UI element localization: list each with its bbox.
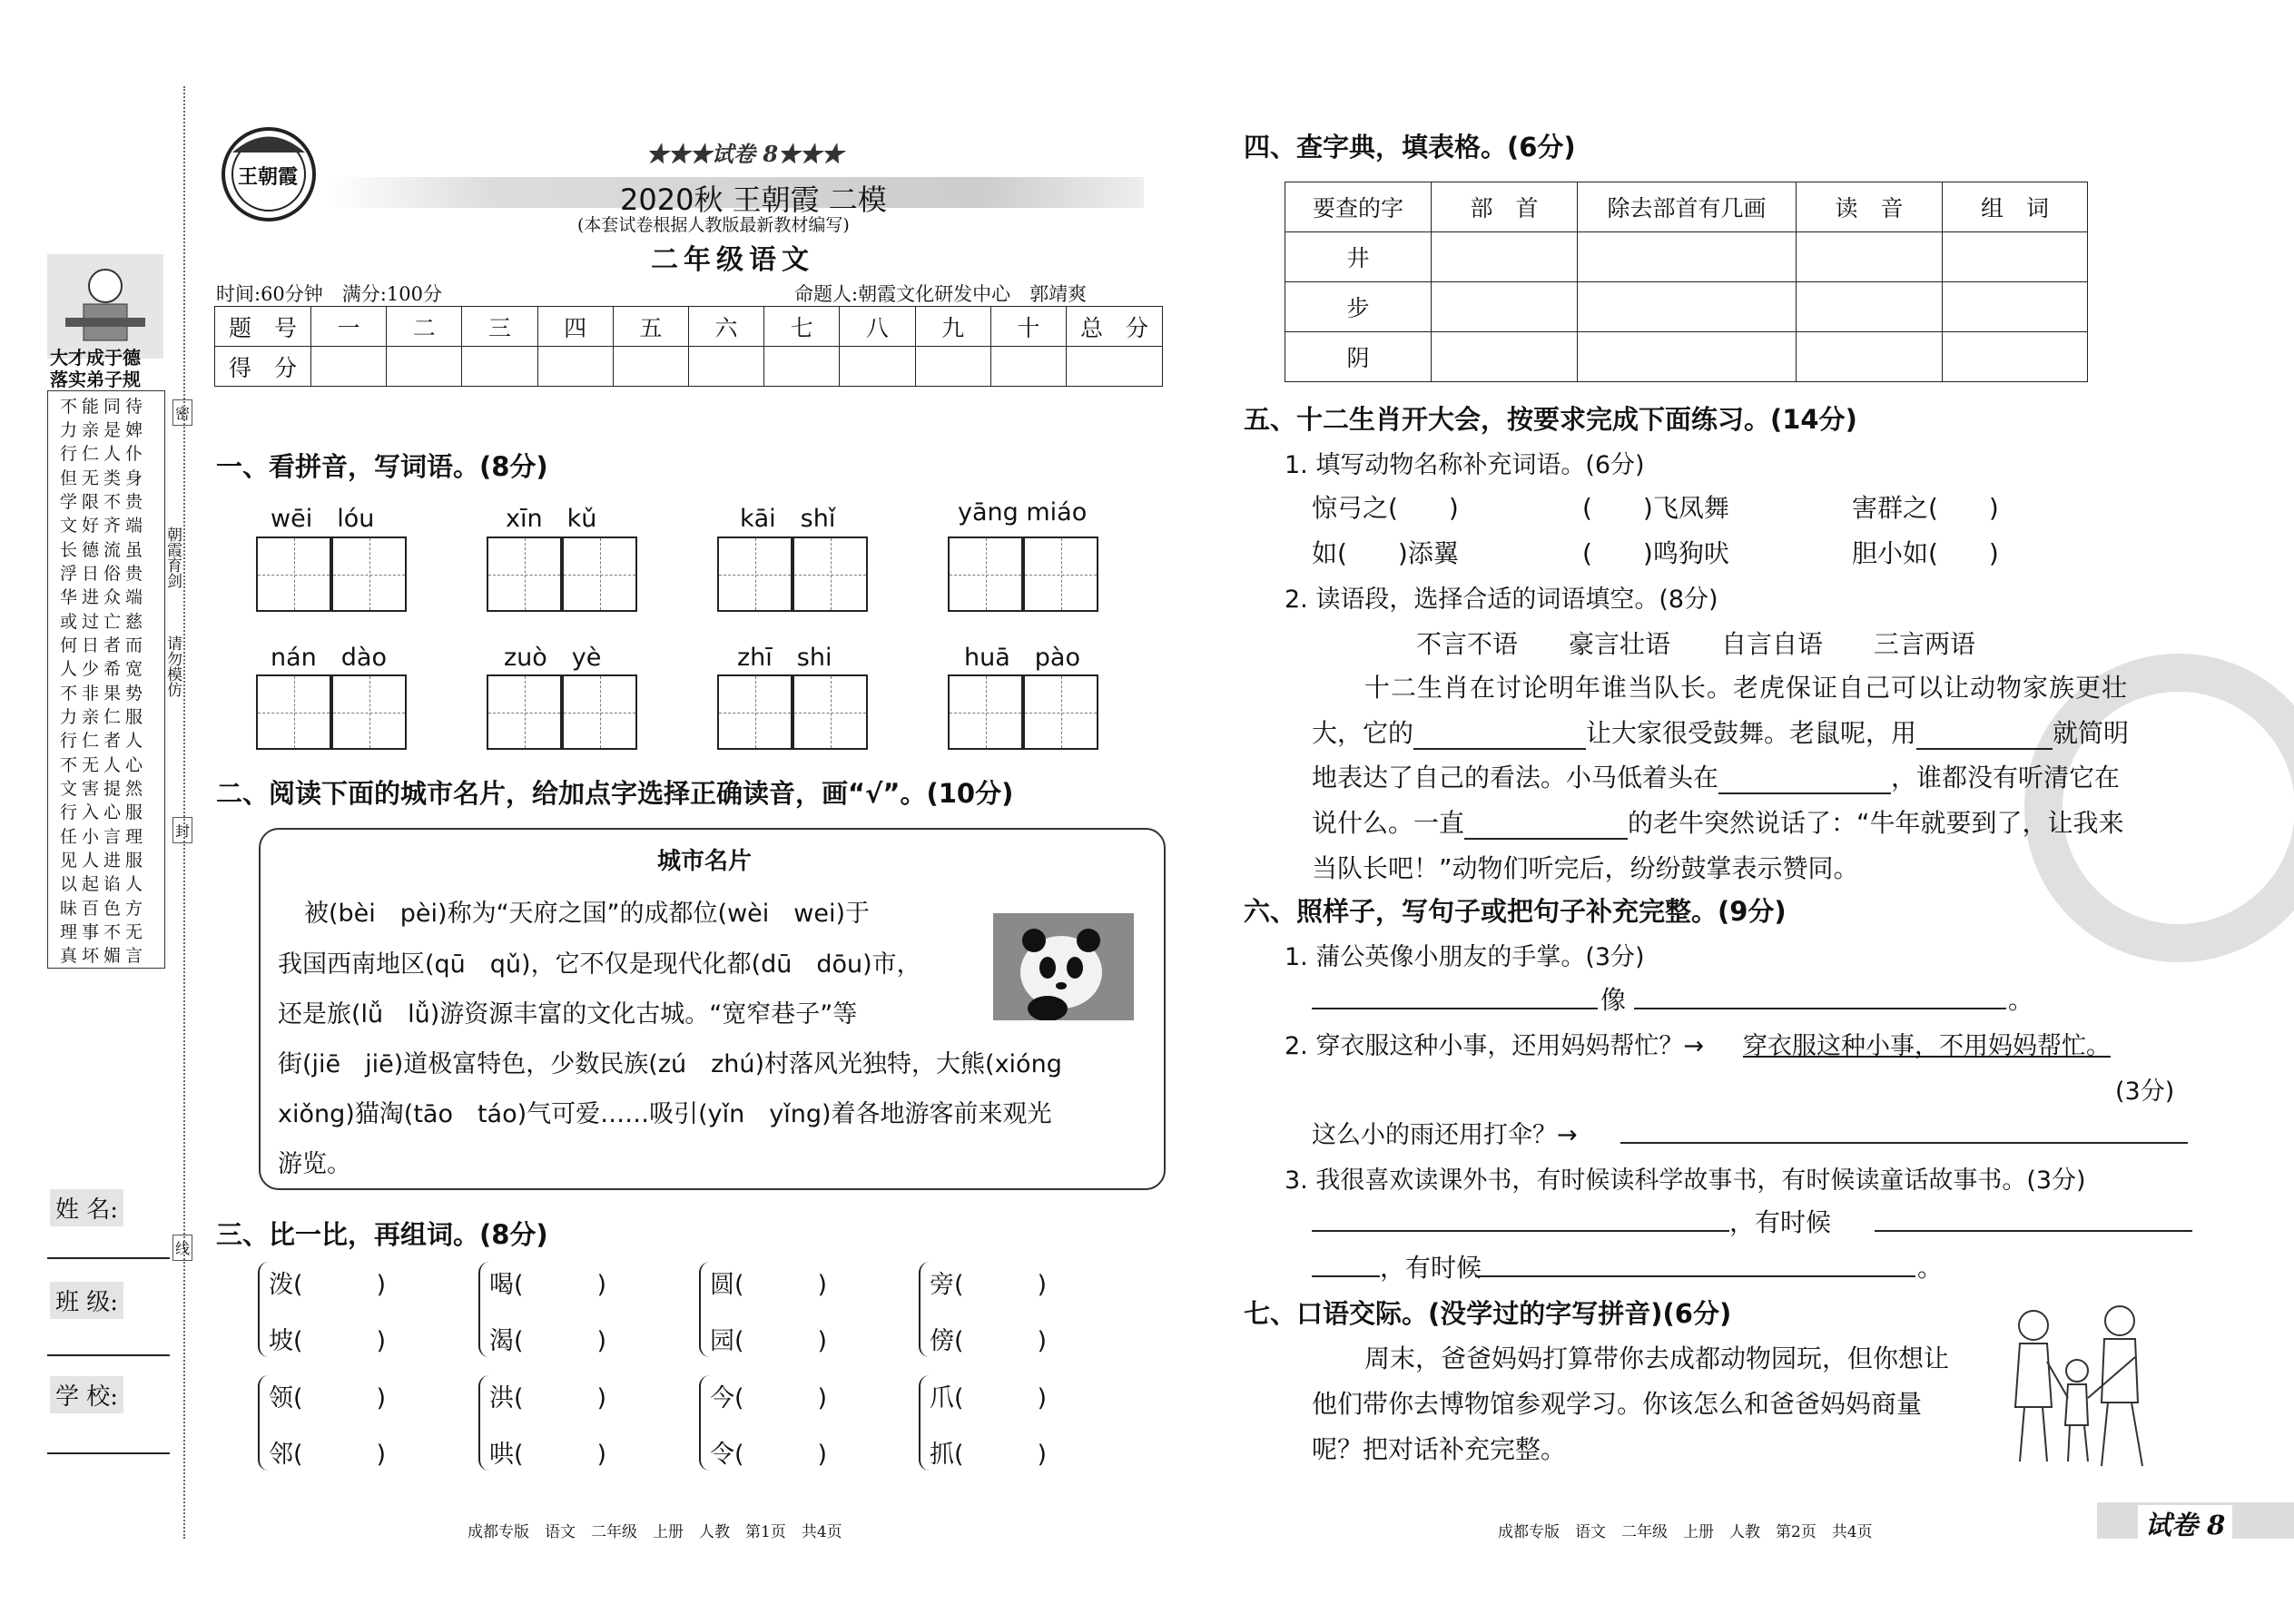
s5-para-2a: 大，它的 [1312, 718, 1414, 748]
s7-line-1: 周末，爸爸妈妈打算带你去成都动物园玩，但你想让 [1364, 1343, 1950, 1373]
city-card-title: 城市名片 [657, 848, 753, 875]
pair-word: 旁( ) [930, 1271, 1048, 1299]
writing-box[interactable] [331, 674, 407, 750]
score-cell[interactable] [462, 347, 537, 387]
score-header-cell: 一 [311, 307, 387, 347]
s5-para-2 [1312, 714, 2129, 750]
score-header-cell: 题 号 [215, 307, 311, 347]
score-header-cell: 六 [688, 307, 763, 347]
s7-line-3: 呢？把对话补充完整。 [1312, 1434, 1567, 1464]
pair-word: 邻( ) [269, 1441, 387, 1469]
dict-char: 井 [1285, 232, 1432, 282]
sidebar-rules-4: 或过亡慈 何日者而 人少希宽 [60, 612, 148, 679]
dict-cell[interactable] [1432, 332, 1578, 382]
score-header-cell: 四 [537, 307, 613, 347]
writing-box[interactable] [331, 536, 407, 612]
exam-title: 2020秋 王朝霞 二模 [620, 182, 887, 217]
s5-para-2b: 让大家很受鼓舞。老鼠呢，用 [1586, 718, 1917, 748]
writing-box[interactable] [487, 674, 562, 750]
answer-line[interactable] [1312, 1275, 1380, 1277]
writing-box[interactable] [948, 674, 1023, 750]
dict-cell[interactable] [1797, 282, 1943, 332]
card-line-3: 还是旅(lǚ lǚ)游资源丰富的文化古城。“宽窄巷子”等 [278, 1000, 858, 1029]
s5-para-3a: 地表达了自己的看法。小马低着头在 [1312, 763, 1719, 792]
s6-q2-b: 这么小的雨还用打伞？→ [1312, 1121, 1578, 1149]
score-cell[interactable] [613, 347, 688, 387]
student-name-field[interactable] [47, 1257, 170, 1259]
dict-char: 阴 [1285, 332, 1432, 382]
pair-word: 园( ) [710, 1327, 828, 1355]
s5-para-4 [1312, 803, 2124, 840]
section-6-title: 六、照样子，写句子或把句子补充完整。(9分) [1244, 896, 1787, 927]
sidebar-rules-2: 但无类身 学限不贵 文好齐端 [60, 468, 148, 536]
score-cell[interactable] [915, 347, 990, 387]
footer-tag: 试卷 8 [2138, 1505, 2232, 1542]
pinyin-5: nán dào [271, 644, 387, 672]
card-line-6: 游览。 [278, 1150, 351, 1178]
sidebar-rules-5: 不非果势 力亲仁服 行仁者人 [60, 684, 148, 751]
fill-blank[interactable] [1413, 721, 1586, 750]
writing-box[interactable] [948, 536, 1023, 612]
score-cell[interactable] [764, 347, 840, 387]
card-line-2: 我国西南地区(qū qǔ)，它不仅是现代化都(dū dōu)市， [278, 950, 921, 979]
sidebar-rules-8: 昧百色方 理事不无 真坏媚言 [60, 899, 148, 966]
section-4-title: 四、查字典，填表格。(6分) [1244, 132, 1576, 162]
sidebar-banner-2: 落实弟子规 [50, 369, 141, 390]
s5-para-4b: 的老牛突然说话了：“牛年就要到了，让我来 [1628, 808, 2124, 838]
dict-cell[interactable] [1797, 232, 1943, 282]
s5-para-5: 当队长吧！”动物们听完后，纷纷鼓掌表示赞同。 [1312, 853, 1859, 883]
section-7-title: 七、口语交际。(没学过的字写拼音)(6分) [1244, 1298, 1732, 1329]
score-table [214, 306, 1163, 387]
dict-cell[interactable] [1578, 232, 1797, 282]
card-line-4: 街(jiē jiē)道极富特色，少数民族(zú zhú)村落风光独特，大熊(xióng [278, 1050, 1062, 1078]
pair-word: 今( ) [710, 1384, 828, 1412]
dict-cell[interactable] [1943, 332, 2088, 382]
score-cell[interactable] [688, 347, 763, 387]
writing-box[interactable] [562, 536, 637, 612]
writing-box[interactable] [256, 674, 331, 750]
score-cell[interactable] [387, 347, 462, 387]
student-name-label: 姓 名: [50, 1189, 123, 1226]
writing-box[interactable] [487, 536, 562, 612]
score-cell[interactable] [840, 347, 915, 387]
s5-para-2c: 就简明 [2053, 718, 2130, 748]
s5-para-3b: ，谁都没有听清它在 [1891, 763, 2121, 792]
answer-line[interactable] [1634, 1008, 2006, 1009]
idiom: 惊弓之( ) [1312, 493, 1459, 523]
exam-series: ★★★试卷 8★★★ [646, 141, 844, 167]
dict-header: 除去部首有几画 [1578, 182, 1797, 232]
pinyin-1: wēi lóu [271, 505, 375, 533]
score-header-cell: 七 [764, 307, 840, 347]
idiom: 胆小如( ) [1852, 538, 1999, 568]
answer-line[interactable] [1875, 1230, 2192, 1232]
s7-line-2: 他们带你去博物馆参观学习。你该怎么和爸爸妈妈商量 [1312, 1389, 1923, 1419]
idiom: 如( )添翼 [1312, 538, 1459, 568]
pinyin-4: yāng miáo [958, 498, 1088, 527]
idiom: ( )鸣狗吠 [1582, 538, 1729, 568]
fill-blank[interactable] [1464, 811, 1628, 840]
pair-word: 傍( ) [930, 1327, 1048, 1355]
s6-q1-end: 。 [2008, 985, 2034, 1015]
pinyin-6: zuò yè [504, 644, 602, 672]
dict-header: 组 词 [1943, 182, 2088, 232]
s6-q2-score: (3分) [2115, 1078, 2175, 1106]
s6-q2: 2. 穿衣服这种小事，还用妈妈帮忙？→ [1285, 1032, 1704, 1060]
s5-para-3 [1312, 758, 2120, 794]
score-header-cell: 五 [613, 307, 688, 347]
score-header-cell: 总 分 [1067, 307, 1163, 347]
answer-line[interactable] [1312, 1008, 1598, 1009]
s6-q3: 3. 我很喜欢读课外书，有时候读科学故事书，有时候读童话故事书。(3分) [1285, 1166, 2086, 1195]
footer-right: 成都专版 语文 二年级 上册 人教 第2页 共4页 [1498, 1523, 1873, 1541]
dict-cell[interactable] [1943, 282, 2088, 332]
pair-word: 哄( ) [489, 1441, 607, 1469]
dict-cell[interactable] [1578, 332, 1797, 382]
pair-word: 洪( ) [489, 1384, 607, 1412]
family-illustration [1997, 1298, 2161, 1471]
pair-word: 抓( ) [930, 1441, 1048, 1469]
student-school-field[interactable] [47, 1452, 170, 1454]
score-cell[interactable] [311, 347, 387, 387]
dict-cell[interactable] [1578, 282, 1797, 332]
binding-dotted-line [183, 86, 185, 1539]
sidebar-rules-7: 任小言理 见人进服 以起谄人 [60, 827, 148, 894]
score-header-cell: 二 [387, 307, 462, 347]
section-2-title: 二、阅读下面的城市名片，给加点字选择正确读音，画“√”。(10分) [216, 778, 1014, 809]
writing-box[interactable] [717, 536, 793, 612]
exam-subject: 二年级语文 [651, 244, 814, 276]
s5-para-1: 十二生肖在讨论明年谁当队长。老虎保证自己可以让动物家族更壮 [1364, 673, 2129, 703]
section-5-title: 五、十二生肖开大会，按要求完成下面练习。(14分) [1244, 404, 1857, 435]
dict-cell[interactable] [1432, 282, 1578, 332]
pair-word: 圆( ) [710, 1271, 828, 1299]
binding-vertical-text-2: 请勿模仿 [163, 635, 182, 697]
score-header-cell: 三 [462, 307, 537, 347]
writing-box[interactable] [717, 674, 793, 750]
pair-word: 爪( ) [930, 1384, 1048, 1412]
binding-vertical-text-1: 朝霞育剑 [163, 527, 182, 588]
score-header-cell: 十 [990, 307, 1066, 347]
fill-blank[interactable] [1718, 765, 1891, 794]
idiom: 害群之( ) [1852, 493, 1999, 523]
section-1-title: 一、看拼音，写词语。(8分) [216, 451, 548, 482]
pair-word: 渴( ) [489, 1327, 607, 1355]
panda-photo [993, 913, 1134, 1020]
s6-q1-mid: 像 [1600, 985, 1627, 1015]
s5-options: 不言不语 豪言壮语 自言自语 三言两语 [1416, 629, 1976, 659]
pinyin-8: huā pào [964, 644, 1080, 672]
dict-header: 部 首 [1432, 182, 1578, 232]
sidebar-rules-1: 不能同待 力亲是婢 行仁人仆 [60, 397, 148, 464]
dict-header: 读 音 [1797, 182, 1943, 232]
binding-mark-seal: 密 [172, 399, 192, 426]
writing-box[interactable] [1023, 536, 1098, 612]
idiom: ( )飞凤舞 [1582, 493, 1729, 523]
score-header-cell: 九 [915, 307, 990, 347]
answer-line[interactable] [1620, 1142, 2188, 1144]
s6-q2-example: 穿衣服这种小事，不用妈妈帮忙。 [1743, 1032, 2111, 1060]
dict-header: 要查的字 [1285, 182, 1432, 232]
pinyin-2: xīn kǔ [506, 505, 597, 533]
card-line-5: xiǒng)猫淘(tāo táo)气可爱……吸引(yǐn yǐng)着各地游客前来观光 [278, 1100, 1052, 1128]
section-3-title: 三、比一比，再组词。(8分) [216, 1219, 548, 1250]
answer-line[interactable] [1475, 1275, 1915, 1277]
brand-logo [220, 125, 318, 223]
pinyin-3: kāi shǐ [740, 505, 836, 533]
student-class-label: 班 级: [50, 1282, 123, 1319]
s6-q3-b: ，有时候 [1380, 1253, 1482, 1283]
pinyin-7: zhī shi [737, 644, 832, 672]
card-line-1: 被(bèi pèi)称为“天府之国”的成都位(wèi wei)于 [280, 900, 871, 928]
dict-cell[interactable] [1432, 232, 1578, 282]
s6-q3-mid: ，有时候 [1729, 1207, 1832, 1237]
writing-box[interactable] [256, 536, 331, 612]
exam-subtitle: (本套试卷根据人教版最新教材编写) [577, 215, 850, 235]
writing-box[interactable] [562, 674, 637, 750]
pair-word: 坡( ) [269, 1327, 387, 1355]
fill-blank[interactable] [1916, 721, 2053, 750]
binding-mark-fold: 封 [172, 817, 192, 843]
footer-left: 成都专版 语文 二年级 上册 人教 第1页 共4页 [468, 1523, 842, 1541]
exam-time-score: 时间:60分钟 满分:100分 [216, 283, 442, 305]
dict-cell[interactable] [1943, 232, 2088, 282]
writing-box[interactable] [793, 674, 868, 750]
score-header-cell: 八 [840, 307, 915, 347]
writing-box[interactable] [1023, 674, 1098, 750]
answer-line[interactable] [1312, 1230, 1729, 1232]
dictionary-table [1285, 182, 2088, 382]
student-school-label: 学 校: [50, 1376, 123, 1413]
sidebar-rules-3: 长德流虽 浮日俗贵 华进众端 [60, 540, 148, 607]
score-row-label: 得 分 [215, 347, 311, 387]
sidebar-banner-1: 大才成于德 [50, 347, 141, 369]
pair-word: 领( ) [269, 1384, 387, 1412]
brand-logo-text: 王朝霞 [238, 165, 299, 189]
s6-q3-end: 。 [1917, 1253, 1944, 1283]
binding-mark-line: 线 [172, 1235, 192, 1261]
score-cell[interactable] [537, 347, 613, 387]
s6-q1: 1. 蒲公英像小朋友的手掌。(3分) [1285, 943, 1645, 971]
s5-para-4a: 说什么。一直 [1312, 808, 1465, 838]
dict-cell[interactable] [1797, 332, 1943, 382]
pair-word: 喝( ) [489, 1271, 607, 1299]
sidebar-rules-6: 不无人心 文害提然 行入心服 [60, 755, 148, 822]
dict-char: 步 [1285, 282, 1432, 332]
s5-q2: 2. 读语段，选择合适的词语填空。(8分) [1285, 586, 1718, 614]
student-class-field[interactable] [47, 1354, 170, 1356]
pair-word: 令( ) [710, 1441, 828, 1469]
s5-q1: 1. 填写动物名称补充词语。(6分) [1285, 451, 1645, 479]
exam-author: 命题人:朝霞文化研发中心 郭靖爽 [794, 283, 1088, 305]
score-cell[interactable] [1067, 347, 1163, 387]
pair-word: 泼( ) [269, 1271, 387, 1299]
writing-box[interactable] [793, 536, 868, 612]
score-cell[interactable] [990, 347, 1066, 387]
